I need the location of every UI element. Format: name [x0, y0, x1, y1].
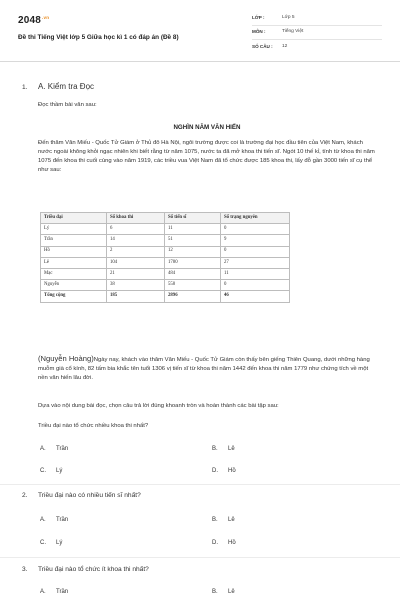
exam-meta	[252, 12, 382, 54]
option-letter: D.	[212, 540, 218, 546]
table-cell: 0	[221, 280, 290, 291]
option-letter: A.	[40, 589, 46, 595]
question-2	[22, 492, 141, 501]
table-cell: 14	[107, 235, 165, 246]
table-cell: Lý	[41, 224, 107, 235]
option-letter: A.	[40, 517, 46, 523]
option-text: Hồ	[228, 468, 236, 474]
table-row	[41, 280, 290, 291]
question-1-text: Triều đại nào tổ chức nhiều khoa thi nhất?	[38, 423, 149, 429]
table-row	[41, 246, 290, 257]
passage-paragraph-1: Đến thăm Văn Miếu - Quốc Tử Giám ở Thủ đô Hà Nội, ngôi trường được coi là trường đại học đầu tiên của Việt Nam, khách nước ngoài không khỏi ngạc nhiên khi biết rằng từ năm 1075, nước ta đã mở khoa thi tiến sĩ. Ngót 10 thế kỉ, tính từ khoa thi năm 1075 đến khoa thi cuối cùng vào năm 1919, các triều vua Việt Nam đã tổ chức được 185 khoa thi, lấy đỗ gần 3000 tiến sĩ cụ thể như sau:	[38, 140, 375, 174]
option-letter: A.	[40, 446, 46, 452]
table-cell: 558	[165, 280, 221, 291]
table-cell: Trần	[41, 235, 107, 246]
option-text: Trần	[56, 589, 69, 595]
option-d[interactable]	[212, 467, 236, 475]
question-text: Triều đại nào có nhiều tiến sĩ nhất?	[38, 492, 141, 499]
option-letter: C.	[40, 468, 46, 474]
table-row	[41, 268, 290, 279]
table-header: Số khoa thi	[107, 213, 165, 224]
logo-suffix: .vn	[42, 14, 50, 20]
table-header: Triều đại	[41, 213, 107, 224]
passage-paragraph-2	[38, 353, 376, 383]
table-cell: 46	[221, 291, 290, 302]
table-row	[41, 235, 290, 246]
passage-author: (Nguyễn Hoàng)	[38, 354, 94, 363]
section-heading	[22, 82, 94, 93]
option-letter: C.	[40, 540, 46, 546]
question-number: 2.	[22, 492, 28, 499]
question-3	[22, 566, 149, 575]
exam-statistics-table	[40, 212, 290, 303]
exam-header	[0, 0, 400, 62]
table-cell: 6	[107, 224, 165, 235]
doc-title: Đề thi Tiếng Việt lớp 5 Giữa học kì 1 có đáp án (Đề 8)	[18, 34, 179, 41]
option-text: Hồ	[228, 540, 236, 546]
option-text: Lý	[56, 540, 63, 546]
table-cell: 27	[221, 257, 290, 268]
question-number: 3.	[22, 566, 28, 573]
table-cell: 2	[107, 246, 165, 257]
option-text: Lý	[56, 468, 63, 474]
table-cell: 51	[165, 235, 221, 246]
table-cell: Nguyễn	[41, 280, 107, 291]
question-text: Triều đại nào tổ chức ít khoa thi nhất?	[38, 566, 149, 573]
meta-value: Tiếng Việt	[282, 29, 304, 35]
option-text: Lê	[228, 446, 235, 452]
option-letter: B.	[212, 446, 218, 452]
option-b[interactable]	[212, 516, 235, 524]
table-cell: 38	[107, 280, 165, 291]
table-header: Số tiến sĩ	[165, 213, 221, 224]
meta-row-class	[252, 12, 382, 26]
table-cell: 11	[165, 224, 221, 235]
table-header-row	[41, 213, 290, 224]
table-cell: 484	[165, 268, 221, 279]
table-cell: 2896	[165, 291, 221, 302]
option-a[interactable]	[40, 445, 68, 453]
option-c[interactable]	[40, 539, 62, 547]
table-cell: 12	[165, 246, 221, 257]
read-instruction: Đọc thầm bài văn sau:	[38, 102, 97, 108]
passage-title: NGHÌN NĂM VĂN HIẾN	[173, 124, 241, 131]
meta-value: Lớp 5	[282, 15, 295, 21]
table-header: Số trạng nguyên	[221, 213, 290, 224]
question-number: 1.	[22, 84, 28, 91]
table-row	[41, 224, 290, 235]
table-total-row	[41, 291, 290, 302]
option-b[interactable]	[212, 588, 235, 596]
option-text: Trần	[56, 446, 69, 452]
table-cell: Tổng cộng	[41, 291, 107, 302]
table-cell: Lê	[41, 257, 107, 268]
passage-paragraph-2-text: Ngày nay, khách vào thăm Văn Miếu - Quốc Tử Giám còn thấy bên giếng Thiên Quang, dưới những hàng muỗm già cổ kính, 82 tấm bia khắc tên tuổi 1306 vị tiến sĩ từ khoa thi năm 1442 đến khoa thi năm 1779 như chứng tích về một nền văn hiến lâu đời.	[38, 357, 370, 382]
table-row	[41, 257, 290, 268]
option-text: Lê	[228, 589, 235, 595]
meta-row-count	[252, 40, 382, 54]
option-text: Lê	[228, 517, 235, 523]
logo-text: 2048	[18, 15, 42, 26]
meta-key: MÔN :	[252, 29, 266, 35]
meta-key: LỚP :	[252, 15, 265, 21]
table-cell: 11	[221, 268, 290, 279]
table-cell: 0	[221, 246, 290, 257]
option-a[interactable]	[40, 588, 68, 596]
question-divider	[0, 484, 400, 485]
option-c[interactable]	[40, 467, 62, 475]
table-cell: 9	[221, 235, 290, 246]
question-divider	[0, 557, 400, 558]
option-a[interactable]	[40, 516, 68, 524]
option-letter: B.	[212, 589, 218, 595]
table-cell: Hồ	[41, 246, 107, 257]
section-title: A. Kiểm tra Đọc	[38, 82, 95, 91]
option-letter: B.	[212, 517, 218, 523]
meta-row-subject	[252, 26, 382, 40]
option-b[interactable]	[212, 445, 235, 453]
table-cell: Mạc	[41, 268, 107, 279]
meta-value: 12	[282, 43, 288, 49]
table-cell: 1780	[165, 257, 221, 268]
option-text: Trần	[56, 517, 69, 523]
table-cell: 104	[107, 257, 165, 268]
option-d[interactable]	[212, 539, 236, 547]
table-cell: 0	[221, 224, 290, 235]
table-cell: 21	[107, 268, 165, 279]
table-cell: 185	[107, 291, 165, 302]
site-logo[interactable]	[18, 14, 49, 28]
answer-instruction: Dựa vào nội dung bài đọc, chọn câu trả lời đúng khoanh tròn và hoàn thành các bài tập sau:	[38, 403, 279, 409]
option-letter: D.	[212, 468, 218, 474]
meta-key: SỐ CÂU :	[252, 43, 273, 49]
